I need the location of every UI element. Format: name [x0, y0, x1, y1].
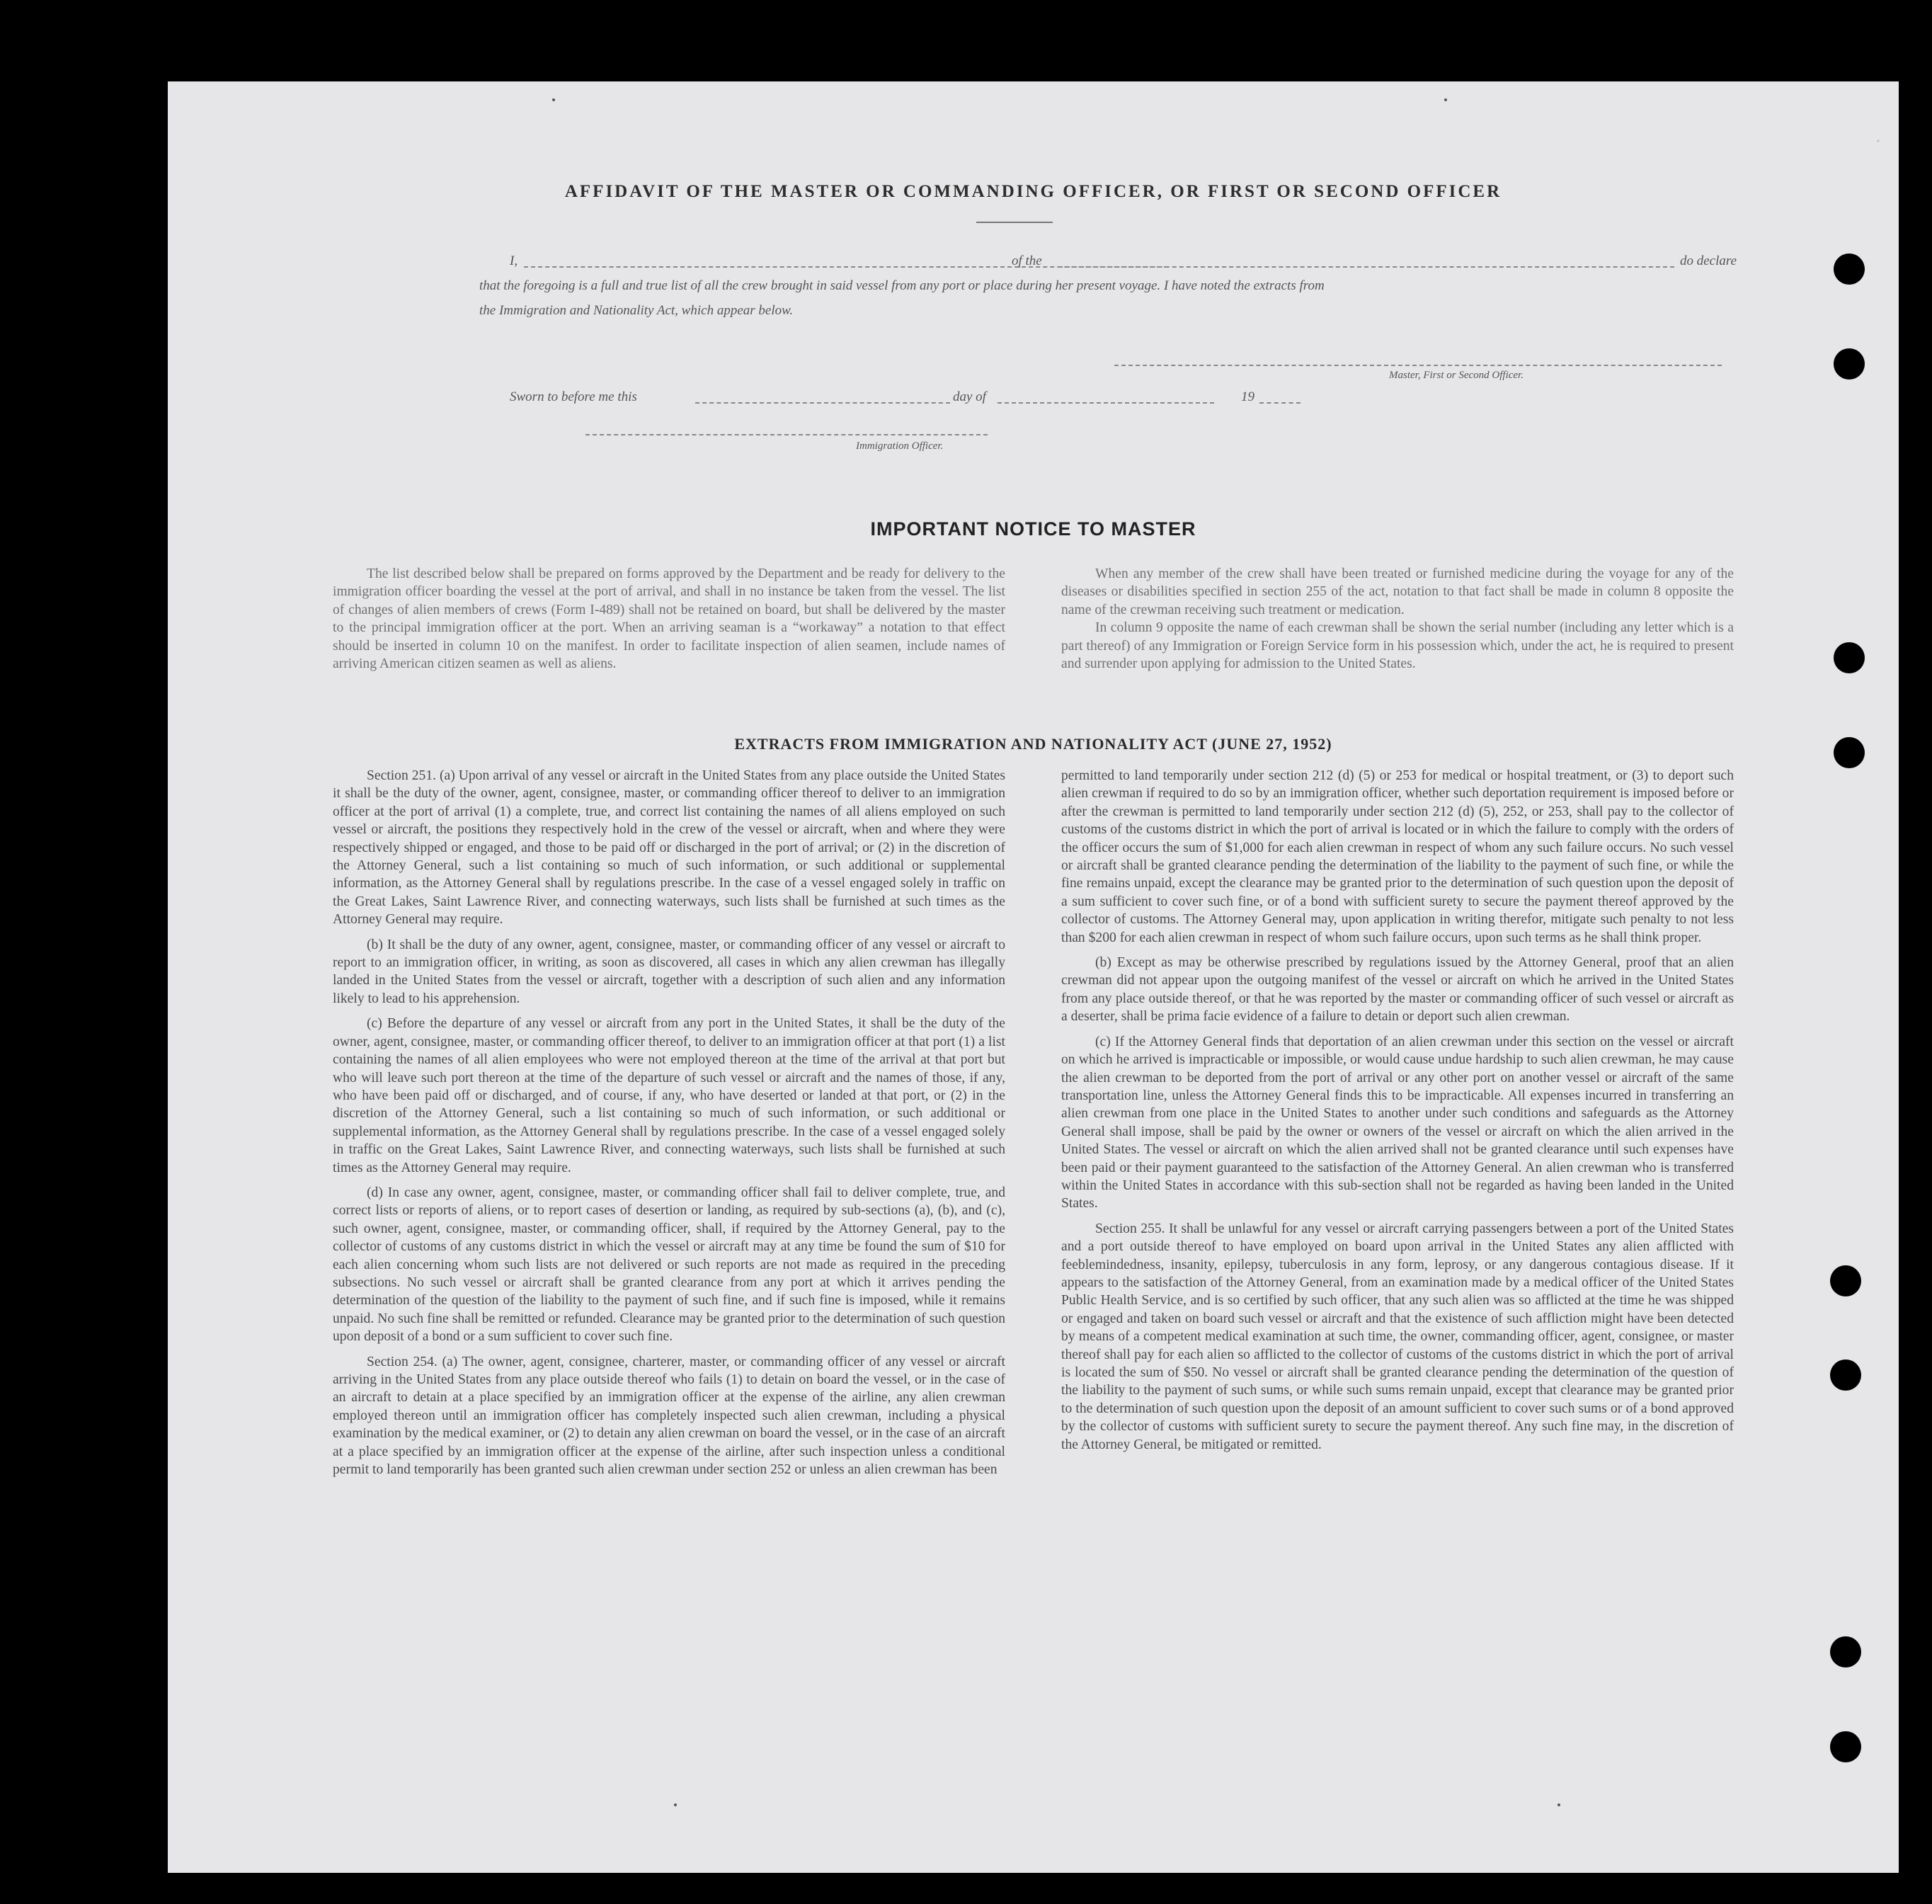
title-underline — [976, 222, 1053, 223]
affidavit-line-3: the Immigration and Nationality Act, which appear below. — [479, 303, 794, 318]
section-paragraph: Section 254. (a) The owner, agent, consignee, charterer, master, or commanding officer of any vessel or aircraft arriving in the United States from any place outside thereof who fails (1) to detain on board the vessel, or in the case of an aircraft to detain at a place specified by an immigration officer at the expense of the airline, any alien crewman employed thereon until an immigration officer has completely inspected such alien crewman, including a physical examination by the medical examiner, or (2) to detain any alien crewman on board the vessel, or in the case of an aircraft at a place specified by an immigration officer at the expense of the airline, after such inspection unless a conditional permit to land temporarily has been granted such alien crewman under section 252 or unless an alien crewman has been — [333, 1354, 1005, 1478]
notice-title: IMPORTANT NOTICE TO MASTER — [870, 518, 1196, 540]
scan-speck — [1557, 1803, 1560, 1806]
punch-hole — [1834, 253, 1865, 285]
sworn-label: Sworn to before me this — [510, 389, 637, 404]
sworn-day-blank — [695, 402, 950, 404]
section-paragraph: (b) It shall be the duty of any owner, agent, consignee, master, or commanding officer of any vessel or aircraft to report to an immigration officer, in writing, as soon as discovered, all cases in which any alien crewman has illegally landed in the United States from the vessel or aircraft, together with a description of such alien and any information likely to lead to his apprehension. — [333, 937, 1005, 1006]
section-paragraph: (c) Before the departure of any vessel or aircraft from any port in the United States, it shall be the duty of the owner, agent, consignee, master, or commanding officer thereof, to deliver to an immigration officer at that port (1) a list containing the names of all alien employees who were not employed thereon at the time of the arrival at that port but who will leave such port thereon at the time of the departure of such vessel or aircraft and the names of those, if any, who have been paid off or discharged, and of course, if any, who have deserted or landed at that port, or (2) in the discretion of the Attorney General, such a list containing so much of such information, or such additional or supplemental information, as the Attorney General shall by regulations prescribe. In the case of a vessel engaged solely in traffic on the Great Lakes, Saint Lawrence River, and connecting waterways, such lists shall be furnished at such times as the Attorney General may require. — [333, 1016, 1005, 1175]
section-paragraph: (b) Except as may be otherwise prescribed by regulations issued by the Attorney General, proof that an alien crewman did not appear upon the outgoing manifest of the vessel or aircraft on which he arrived in the United States from any place outside thereof, or that he was reported by the master or commanding officer of such vessel or aircraft as a deserter, shall be prima facie evidence of a failure to detain or deport such alien crewman. — [1061, 955, 1734, 1025]
notice-paragraph: When any member of the crew shall have been treated or furnished medicine during the voyage for any of the diseases or disabilities specified in section 255 of the act, notation to that fact shall be made in column 8 opposite the name of the crewman receiving such treatment or medication. — [1061, 566, 1734, 617]
officer-signature-label: Immigration Officer. — [856, 440, 944, 452]
section-paragraph: (c) If the Attorney General finds that deportation of an alien crewman under this section on the vessel or aircraft on which he arrived is impracticable or impossible, or would cause undue hardship to such alien crewman, he may cause the alien crewman to be deported from the port of arrival or any other port on another vessel or aircraft of the same transportation line, unless the Attorney General finds this to be impracticable. All expenses incurred in transferring an alien crewman from one place in the United States to another under such conditions and safeguards as the Attorney General shall impose, shall be paid by the owner or owners of the vessel or aircraft on which the alien arrived in the United States. The vessel or aircraft on which the alien arrived shall not be granted clearance until such expenses have been paid or their payment guaranteed to the satisfaction of the Attorney General. An alien crewman who is transferred within the United States in accordance with this sub-section shall not be regarded as having been landed in the United States. — [1061, 1034, 1734, 1212]
punch-hole — [1830, 1265, 1861, 1296]
section-paragraph: permitted to land temporarily under section 212 (d) (5) or 253 for medical or hospital treatment, or (3) to deport such alien crewman if required to do so by an immigration officer, whether such deportation requirement is imposed before or after the crewman is permitted to land temporarily under section 212 (d) (5), 252, or 253, shall pay to the collector of customs of the customs district in which the port of arrival is located or in which the failure to comply with the orders of the officer occurs the sum of $1,000 for each alien crewman in respect of whom any such failure occurs. No such vessel or aircraft shall be granted clearance pending the determination of the liability to the payment of such fine, or while the fine remains unpaid, except the clearance may be granted prior to the determination of such question upon the deposit of a sum sufficient to cover such fine, or of a bond with sufficient surety to secure the payment thereof approved by the collector of customs. The Attorney General may, upon application in writing therefor, mitigate such penalty to not less than $200 for each alien crewman in respect of whom such failure occurs, upon such terms as he shall think proper. — [1061, 768, 1734, 945]
punch-hole — [1834, 642, 1865, 673]
punch-hole — [1834, 348, 1865, 380]
scan-speck — [1444, 98, 1447, 101]
master-signature-label: Master, First or Second Officer. — [1389, 370, 1524, 381]
extracts-title: EXTRACTS FROM IMMIGRATION AND NATIONALITY ACT (JUNE 27, 1952) — [734, 735, 1332, 753]
punch-hole — [1830, 1636, 1861, 1668]
notice-paragraph: In column 9 opposite the name of each crewman shall be shown the serial number (including any letter which is a part thereof) of any Immigration or Foreign Service form in his possession which, under the act, he is required to present and surrender upon applying for admission to the United States. — [1061, 620, 1734, 672]
affidavit-line-2: that the foregoing is a full and true list of all the crew brought in said vessel from any port or place during her present voyage. I have noted the extracts from — [479, 278, 1325, 293]
punch-hole — [1834, 737, 1865, 768]
extracts-right-column — [1061, 767, 1734, 1461]
year-blank — [1259, 402, 1301, 404]
scan-speck — [552, 98, 555, 101]
section-paragraph: Section 251. (a) Upon arrival of any vessel or aircraft in the United States from any place outside the United States it shall be the duty of the owner, agent, consignee, master, or commanding officer thereof to deliver to an immigration officer at the port of arrival (1) a complete, true, and correct list containing the names of all aliens employed on such vessel or aircraft, the positions they respectively hold in the crew of the vessel or aircraft, when and where they were respectively shipped or engaged, and those to be paid off or discharged in the port of arrival; or (2) in the discretion of the Attorney General, such a list containing so much of such information, or such additional or supplemental information, as the Attorney General shall by regulations prescribe. In the case of a vessel engaged solely in traffic on the Great Lakes, Saint Lawrence River, and connecting waterways, such lists shall be furnished at such times as the Attorney General may require. — [333, 768, 1005, 928]
year-label: 19 — [1241, 389, 1254, 404]
affidavit-of-the-label: of the — [1012, 253, 1042, 268]
notice-left-column — [333, 565, 1005, 680]
document-page — [168, 81, 1899, 1873]
affidavit-i-label: I, — [510, 253, 518, 268]
day-of-label: day of — [953, 389, 986, 404]
punch-hole — [1830, 1359, 1861, 1391]
master-signature-line — [1114, 365, 1722, 366]
sworn-month-blank — [998, 402, 1214, 404]
scan-speck — [674, 1803, 677, 1806]
section-paragraph: Section 255. It shall be unlawful for any vessel or aircraft carrying passengers between a port of the United States and a port outside thereof to have employed on board upon arrival in the United States any alien afflicted with feeblemindedness, insanity, epilepsy, tuberculosis in any form, leprosy, or any dangerous contagious disease. If it appears to the satisfaction of the Attorney General, from an examination made by a medical officer of the United States Public Health Service, and is so certified by such officer, that any such alien was so afflicted at the time he was shipped or engaged and taken on board such vessel or aircraft and that the existence of such affliction might have been detected by means of a competent medical examination at such time, the owner, commanding officer, agent, consignee, or master thereof shall pay for each alien so afflicted to the collector of customs of the customs district in which the port of arrival is located the sum of $50. No vessel or aircraft shall be granted clearance pending the determination of the question of the liability to the payment of such sums, or while such sums remain unpaid, except that clearance may be granted prior to the determination of such question upon the deposit of an amount sufficient to cover such sums or of a bond approved by the collector of customs with sufficient surety to secure the payment thereof. Any such fine may, in the discretion of the Attorney General, be mitigated or remitted. — [1061, 1221, 1734, 1452]
affidavit-title: AFFIDAVIT OF THE MASTER OR COMMANDING OFFICER, OR FIRST OR SECOND OFFICER — [564, 182, 1502, 201]
extracts-left-column — [333, 767, 1005, 1486]
officer-signature-line — [585, 434, 988, 435]
notice-right-column — [1061, 565, 1734, 680]
vessel-blank — [1058, 266, 1674, 268]
punch-hole — [1830, 1731, 1861, 1762]
affidavit-do-declare: do declare — [1680, 253, 1737, 268]
scan-speck — [1877, 139, 1880, 142]
notice-paragraph: The list described below shall be prepared on forms approved by the Department and be ready for delivery to the immigration officer boarding the vessel at the port of arrival, and shall in no instance be taken from the vessel. The list of changes of alien members of crews (Form I-489) shall not be retained on board, but shall be delivered by the master to the principal immigration officer at the port. When an arriving seaman is a “workaway” a notation to that effect should be inserted in column 10 on the manifest. In order to facilitate inspection of alien seamen, include names of arriving American citizen seamen as well as aliens. — [333, 566, 1005, 672]
section-paragraph: (d) In case any owner, agent, consignee, master, or commanding officer shall fail to deliver complete, true, and correct lists or reports of aliens, or to report cases of desertion or landing, as required by sub-sections (a), (b), and (c), such owner, agent, consignee, master, or commanding officer, shall, if required by the Attorney General, pay to the collector of customs of any customs district in which the vessel or aircraft may at any time be found the sum of $10 for each alien concerning whom such lists are not delivered or such reports are not made as required in the preceding subsections. No such vessel or aircraft shall be granted clearance from any port at which it arrives pending the determination of the question of the liability to the payment of such fine, and if such fine is imposed, while it remains unpaid. No such fine shall be remitted or refunded. Clearance may be granted prior to the determination of such question upon deposit of a bond or a sum sufficient to cover such fine. — [333, 1185, 1005, 1345]
